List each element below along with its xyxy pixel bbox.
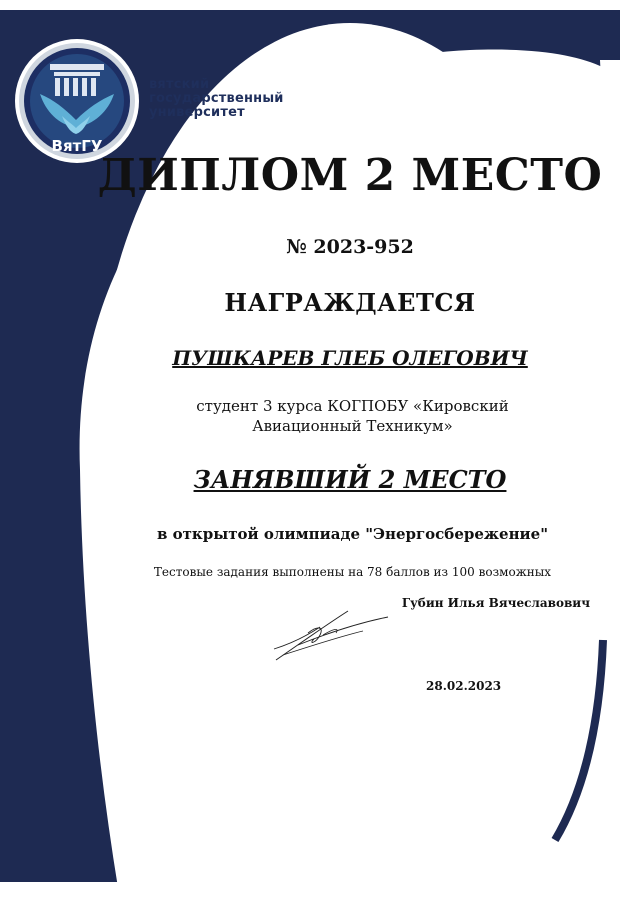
signature: [268, 605, 393, 670]
student-info: студент 3 курса КОГПОБУ «Кировский Авиационный Техникум»: [196, 397, 509, 435]
diploma-title: ДИПЛОМ 2 МЕСТО: [97, 150, 603, 201]
diploma-number: № 2023-952: [286, 236, 414, 258]
test-score-text: Тестовые задания выполнены на 78 баллов из 100 возможных: [153, 565, 552, 579]
signer-name: Губин Илья Вячеславович: [401, 596, 590, 610]
olympiad-name: в открытой олимпиаде "Энергосбережение": [156, 525, 549, 543]
diploma-date: 28.02.2023: [426, 679, 502, 693]
university-name: [149, 78, 284, 120]
university-name-line: университет: [149, 105, 245, 120]
university-name-line: вятский: [149, 77, 210, 92]
university-logo: [12, 36, 142, 166]
logo-emblem-text: ВятГУ: [51, 137, 103, 155]
place-heading: ЗАНЯВШИЙ 2 МЕСТО: [193, 465, 507, 494]
awarded-heading: НАГРАЖДАЕТСЯ: [224, 288, 476, 317]
recipient-name: ПУШКАРЕВ ГЛЕБ ОЛЕГОВИЧ: [172, 346, 528, 370]
university-name-line: государственный: [149, 91, 284, 106]
